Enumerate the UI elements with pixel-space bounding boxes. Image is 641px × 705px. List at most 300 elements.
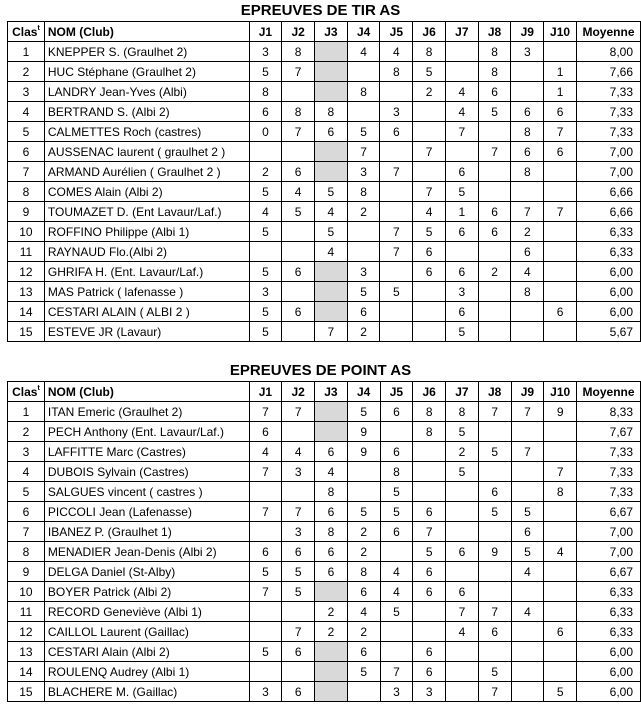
score-cell-j5: 4 xyxy=(380,42,413,62)
score-cell-j9 xyxy=(511,682,544,702)
score-cell-j8: 7 xyxy=(478,602,511,622)
table-row xyxy=(8,542,641,562)
score-cell-j2: 7 xyxy=(282,502,315,522)
score-cell-j10 xyxy=(544,222,577,242)
score-cell-j10 xyxy=(544,522,577,542)
player-name-cell: CESTARI ALAIN ( ALBI 2 ) xyxy=(44,302,249,322)
rank-cell: 9 xyxy=(8,562,45,582)
score-cell-j10 xyxy=(544,162,577,182)
score-cell-j1 xyxy=(249,142,282,162)
score-cell-j9: 6 xyxy=(511,242,544,262)
column-header-j9: J9 xyxy=(511,22,544,42)
score-cell-j4: 4 xyxy=(347,602,380,622)
score-cell-j2 xyxy=(282,662,315,682)
score-cell-j1: 3 xyxy=(249,42,282,62)
rank-cell: 12 xyxy=(8,262,45,282)
rank-cell: 10 xyxy=(8,222,45,242)
column-header-j10: J10 xyxy=(544,382,577,402)
score-cell-j7 xyxy=(445,142,478,162)
score-cell-j7: 6 xyxy=(446,582,479,602)
score-cell-j7 xyxy=(446,562,479,582)
score-cell-j8: 6 xyxy=(478,482,511,502)
score-cell-j9 xyxy=(511,422,544,442)
column-header-j2: J2 xyxy=(282,22,315,42)
table-row xyxy=(8,102,641,122)
score-cell-j7: 3 xyxy=(445,282,478,302)
score-cell-j2 xyxy=(282,242,315,262)
score-cell-j4: 5 xyxy=(347,662,380,682)
score-cell-j8 xyxy=(478,562,511,582)
score-cell-j7: 6 xyxy=(445,302,478,322)
score-cell-j8 xyxy=(478,162,511,182)
average-cell: 7,00 xyxy=(576,162,640,182)
score-cell-j9 xyxy=(511,82,544,102)
score-cell-j4: 3 xyxy=(347,162,380,182)
score-cell-j10: 6 xyxy=(544,102,577,122)
score-cell-j8: 7 xyxy=(478,402,511,422)
table-row xyxy=(8,582,641,602)
score-cell-j10: 9 xyxy=(544,402,577,422)
score-cell-j9: 6 xyxy=(511,522,544,542)
rank-cell: 15 xyxy=(8,322,45,342)
table-row xyxy=(8,122,641,142)
score-cell-j8 xyxy=(478,642,511,662)
score-cell-j6: 4 xyxy=(413,202,446,222)
table-row xyxy=(8,442,641,462)
table-row xyxy=(8,682,641,702)
score-cell-j2: 3 xyxy=(282,522,315,542)
score-cell-j3: 6 xyxy=(315,122,348,142)
score-cell-j7: 6 xyxy=(445,162,478,182)
score-cell-j5: 3 xyxy=(380,102,413,122)
score-cell-j4 xyxy=(347,682,380,702)
score-cell-j4: 2 xyxy=(347,542,380,562)
average-cell: 7,33 xyxy=(577,462,641,482)
score-cell-j5 xyxy=(380,542,413,562)
table-row xyxy=(8,622,641,642)
rank-cell: 1 xyxy=(8,402,45,422)
rank-cell: 3 xyxy=(8,82,45,102)
score-cell-j5: 5 xyxy=(380,282,413,302)
score-cell-j10 xyxy=(544,562,577,582)
score-cell-j8 xyxy=(478,282,511,302)
rank-cell: 14 xyxy=(8,302,45,322)
score-cell-j5: 6 xyxy=(380,522,413,542)
score-cell-j4: 7 xyxy=(347,142,380,162)
score-cell-j10: 1 xyxy=(544,62,577,82)
score-cell-j8 xyxy=(478,322,511,342)
score-cell-j8: 5 xyxy=(478,102,511,122)
score-cell-j2: 8 xyxy=(282,42,315,62)
column-header-clas: Clas$^t$ xyxy=(8,22,45,42)
player-name-cell: ROFFINO Philippe (Albi 1) xyxy=(44,222,249,242)
score-cell-j8 xyxy=(478,582,511,602)
average-cell: 6,00 xyxy=(577,682,641,702)
score-cell-j6 xyxy=(413,162,446,182)
rank-cell: 4 xyxy=(8,102,45,122)
score-cell-j3: 6 xyxy=(315,442,348,462)
rank-cell: 7 xyxy=(8,162,45,182)
score-cell-j5 xyxy=(380,202,413,222)
score-cell-j5: 5 xyxy=(380,502,413,522)
average-cell: 7,33 xyxy=(577,442,641,462)
score-cell-j2 xyxy=(282,322,315,342)
rank-cell: 13 xyxy=(8,282,45,302)
average-cell: 6,67 xyxy=(577,562,641,582)
score-cell-j3: 6 xyxy=(315,502,348,522)
score-cell-j10: 4 xyxy=(544,542,577,562)
score-cell-j2: 6 xyxy=(282,642,315,662)
score-cell-j2 xyxy=(282,422,315,442)
score-cell-j9 xyxy=(511,182,544,202)
score-cell-j4: 6 xyxy=(347,582,380,602)
score-cell-j7 xyxy=(446,682,479,702)
score-cell-j3: 5 xyxy=(315,182,348,202)
score-cell-j3 xyxy=(315,402,348,422)
score-cell-j7: 6 xyxy=(446,542,479,562)
player-name-cell: BOYER Patrick (Albi 2) xyxy=(44,582,249,602)
column-header-moyenne: Moyenne xyxy=(577,382,641,402)
score-cell-j6 xyxy=(413,282,446,302)
average-cell: 6,67 xyxy=(577,502,641,522)
score-cell-j1: 7 xyxy=(249,502,282,522)
score-cell-j6: 8 xyxy=(413,402,446,422)
score-cell-j1: 7 xyxy=(249,462,282,482)
score-cell-j9: 8 xyxy=(511,122,544,142)
score-cell-j1: 0 xyxy=(249,122,282,142)
average-cell: 6,00 xyxy=(576,262,640,282)
score-cell-j3 xyxy=(315,422,348,442)
score-cell-j9: 5 xyxy=(511,542,544,562)
score-cell-j4: 8 xyxy=(347,82,380,102)
score-cell-j1: 8 xyxy=(249,82,282,102)
score-cell-j3 xyxy=(315,162,348,182)
score-cell-j5: 3 xyxy=(380,682,413,702)
score-cell-j9: 7 xyxy=(511,442,544,462)
score-cell-j8: 6 xyxy=(478,222,511,242)
table-row xyxy=(8,62,641,82)
score-cell-j8: 8 xyxy=(478,42,511,62)
score-cell-j10 xyxy=(544,322,577,342)
score-cell-j1: 7 xyxy=(249,402,282,422)
score-cell-j2: 8 xyxy=(282,102,315,122)
score-cell-j10: 5 xyxy=(544,682,577,702)
table-row xyxy=(8,482,641,502)
score-cell-j10 xyxy=(544,182,577,202)
average-cell: 8,00 xyxy=(576,42,640,62)
score-cell-j5 xyxy=(380,302,413,322)
score-cell-j10 xyxy=(544,642,577,662)
score-cell-j9: 7 xyxy=(511,402,544,422)
score-cell-j6: 6 xyxy=(413,262,446,282)
score-cell-j6: 6 xyxy=(413,582,446,602)
score-cell-j1 xyxy=(249,482,282,502)
score-cell-j7: 1 xyxy=(445,202,478,222)
rank-cell: 8 xyxy=(8,542,45,562)
column-header-j1: J1 xyxy=(249,22,282,42)
average-cell: 6,33 xyxy=(577,582,641,602)
score-cell-j9 xyxy=(511,62,544,82)
score-cell-j4 xyxy=(347,222,380,242)
score-cell-j4: 5 xyxy=(347,282,380,302)
score-cell-j9: 4 xyxy=(511,562,544,582)
score-cell-j7: 4 xyxy=(445,82,478,102)
score-cell-j4: 9 xyxy=(347,422,380,442)
table-row xyxy=(8,522,641,542)
average-cell: 6,00 xyxy=(576,302,640,322)
player-name-cell: BERTRAND S. (Albi 2) xyxy=(44,102,249,122)
player-name-cell: DELGA Daniel (St-Alby) xyxy=(44,562,249,582)
tir-results-table xyxy=(7,21,641,342)
score-cell-j1: 5 xyxy=(249,62,282,82)
score-cell-j4: 2 xyxy=(347,522,380,542)
player-name-cell: LANDRY Jean-Yves (Albi) xyxy=(44,82,249,102)
player-name-cell: KNEPPER S. (Graulhet 2) xyxy=(44,42,249,62)
table-header-row xyxy=(8,382,641,402)
score-cell-j1: 5 xyxy=(249,562,282,582)
score-cell-j10: 7 xyxy=(544,462,577,482)
score-cell-j6 xyxy=(413,462,446,482)
score-cell-j1: 4 xyxy=(249,442,282,462)
score-cell-j4 xyxy=(347,102,380,122)
player-name-cell: BLACHERE M. (Gaillac) xyxy=(44,682,249,702)
rank-cell: 3 xyxy=(8,442,45,462)
score-cell-j1 xyxy=(249,662,282,682)
score-cell-j9: 7 xyxy=(511,202,544,222)
table-row xyxy=(8,82,641,102)
average-cell: 7,00 xyxy=(577,542,641,562)
score-cell-j3 xyxy=(315,682,348,702)
score-cell-j4 xyxy=(347,242,380,262)
average-cell: 6,66 xyxy=(576,182,640,202)
average-cell: 8,33 xyxy=(577,402,641,422)
score-cell-j1: 3 xyxy=(249,282,282,302)
score-cell-j2: 6 xyxy=(282,262,315,282)
score-cell-j3 xyxy=(315,62,348,82)
average-cell: 7,33 xyxy=(576,82,640,102)
rank-cell: 9 xyxy=(8,202,45,222)
player-name-cell: PICCOLI Jean (Lafenasse) xyxy=(44,502,249,522)
score-cell-j5: 4 xyxy=(380,582,413,602)
score-cell-j2 xyxy=(282,82,315,102)
score-cell-j5 xyxy=(380,642,413,662)
score-cell-j10 xyxy=(544,582,577,602)
score-cell-j4: 8 xyxy=(347,562,380,582)
table-row xyxy=(8,182,641,202)
column-header-j5: J5 xyxy=(380,22,413,42)
score-cell-j10: 1 xyxy=(544,82,577,102)
rank-cell: 2 xyxy=(8,62,45,82)
score-cell-j9: 5 xyxy=(511,502,544,522)
score-cell-j2: 7 xyxy=(282,62,315,82)
score-cell-j1: 5 xyxy=(249,182,282,202)
average-cell: 5,67 xyxy=(576,322,640,342)
score-cell-j2: 6 xyxy=(282,302,315,322)
score-cell-j10 xyxy=(544,282,577,302)
score-cell-j2 xyxy=(282,602,315,622)
column-header-j3: J3 xyxy=(315,382,348,402)
score-cell-j2: 4 xyxy=(282,182,315,202)
score-cell-j9 xyxy=(511,622,544,642)
score-cell-j6: 5 xyxy=(413,222,446,242)
score-cell-j5 xyxy=(380,182,413,202)
table-row xyxy=(8,262,641,282)
score-cell-j9: 8 xyxy=(511,162,544,182)
average-cell: 6,33 xyxy=(576,242,640,262)
score-cell-j1: 2 xyxy=(249,162,282,182)
column-header-j1: J1 xyxy=(249,382,282,402)
rank-cell: 6 xyxy=(8,142,45,162)
score-cell-j10 xyxy=(544,662,577,682)
score-cell-j9 xyxy=(511,462,544,482)
score-cell-j7 xyxy=(446,482,479,502)
score-cell-j10: 6 xyxy=(544,622,577,642)
score-cell-j10: 6 xyxy=(544,302,577,322)
score-cell-j4: 5 xyxy=(347,502,380,522)
score-cell-j2 xyxy=(282,222,315,242)
score-cell-j10: 8 xyxy=(544,482,577,502)
column-header-j8: J8 xyxy=(478,382,511,402)
score-cell-j7 xyxy=(445,42,478,62)
score-cell-j6: 6 xyxy=(413,502,446,522)
score-cell-j1 xyxy=(249,522,282,542)
score-cell-j5 xyxy=(380,422,413,442)
player-name-cell: MAS Patrick ( lafenasse ) xyxy=(44,282,249,302)
score-cell-j1: 5 xyxy=(249,262,282,282)
score-cell-j9 xyxy=(511,662,544,682)
clas-superscript: t xyxy=(37,24,40,32)
score-cell-j3: 8 xyxy=(315,102,348,122)
average-cell: 7,00 xyxy=(577,522,641,542)
player-name-cell: ITAN Emeric (Graulhet 2) xyxy=(44,402,249,422)
score-cell-j8: 6 xyxy=(478,202,511,222)
rank-cell: 4 xyxy=(8,462,45,482)
score-cell-j1: 3 xyxy=(249,682,282,702)
clas-superscript: t xyxy=(37,384,40,392)
score-cell-j5: 6 xyxy=(380,122,413,142)
score-cell-j9: 6 xyxy=(511,142,544,162)
score-cell-j7: 2 xyxy=(446,442,479,462)
score-cell-j9 xyxy=(511,582,544,602)
score-cell-j4: 8 xyxy=(347,182,380,202)
player-name-cell: MENADIER Jean-Denis (Albi 2) xyxy=(44,542,249,562)
score-cell-j7: 5 xyxy=(445,182,478,202)
score-cell-j3: 5 xyxy=(315,222,348,242)
column-header-j2: J2 xyxy=(282,382,315,402)
average-cell: 7,66 xyxy=(576,62,640,82)
score-cell-j7 xyxy=(446,642,479,662)
score-cell-j5 xyxy=(380,142,413,162)
score-cell-j8 xyxy=(478,182,511,202)
score-cell-j6 xyxy=(413,302,446,322)
average-cell: 6,66 xyxy=(576,202,640,222)
table-row xyxy=(8,602,641,622)
score-cell-j10: 7 xyxy=(544,202,577,222)
score-cell-j3: 4 xyxy=(315,242,348,262)
score-cell-j3: 7 xyxy=(315,322,348,342)
average-cell: 6,00 xyxy=(577,662,641,682)
score-cell-j1: 6 xyxy=(249,422,282,442)
rank-cell: 6 xyxy=(8,502,45,522)
score-cell-j1: 5 xyxy=(249,222,282,242)
table-row xyxy=(8,142,641,162)
score-cell-j6: 7 xyxy=(413,182,446,202)
rank-cell: 2 xyxy=(8,422,45,442)
column-header-j4: J4 xyxy=(347,22,380,42)
table-row xyxy=(8,222,641,242)
score-cell-j9: 6 xyxy=(511,102,544,122)
score-cell-j8 xyxy=(478,522,511,542)
score-cell-j8 xyxy=(478,462,511,482)
point-section-title: EPREUVES DE POINT AS xyxy=(229,362,412,379)
rank-cell: 5 xyxy=(8,122,45,142)
rank-cell: 13 xyxy=(8,642,45,662)
score-cell-j6 xyxy=(413,322,446,342)
table-row xyxy=(8,242,641,262)
rank-cell: 1 xyxy=(8,42,45,62)
score-cell-j5: 7 xyxy=(380,242,413,262)
table-row xyxy=(8,562,641,582)
score-cell-j4: 2 xyxy=(347,622,380,642)
score-cell-j6: 8 xyxy=(413,422,446,442)
player-name-cell: SALGUES vincent ( castres ) xyxy=(44,482,249,502)
rank-cell: 15 xyxy=(8,682,45,702)
score-cell-j9: 8 xyxy=(511,282,544,302)
column-header-j6: J6 xyxy=(413,22,446,42)
column-header-nom-club: NOM (Club) xyxy=(44,382,249,402)
score-cell-j9 xyxy=(511,482,544,502)
player-name-cell: RECORD Geneviève (Albi 1) xyxy=(44,602,249,622)
score-cell-j7 xyxy=(446,502,479,522)
score-cell-j2: 7 xyxy=(282,122,315,142)
score-cell-j3 xyxy=(315,582,348,602)
score-cell-j1: 5 xyxy=(249,642,282,662)
score-cell-j5 xyxy=(380,82,413,102)
score-cell-j5 xyxy=(380,322,413,342)
score-cell-j3 xyxy=(315,42,348,62)
score-cell-j7 xyxy=(445,242,478,262)
average-cell: 6,33 xyxy=(577,622,641,642)
score-cell-j2 xyxy=(282,142,315,162)
player-name-cell: COMES Alain (Albi 2) xyxy=(44,182,249,202)
score-cell-j3: 4 xyxy=(315,462,348,482)
player-name-cell: ARMAND Aurélien ( Graulhet 2 ) xyxy=(44,162,249,182)
column-header-moyenne: Moyenne xyxy=(576,22,640,42)
table-header-row xyxy=(8,22,641,42)
score-cell-j1: 6 xyxy=(249,102,282,122)
player-name-cell: PECH Anthony (Ent. Lavaur/Laf.) xyxy=(44,422,249,442)
score-cell-j2: 7 xyxy=(282,402,315,422)
score-cell-j6: 7 xyxy=(413,522,446,542)
score-cell-j3 xyxy=(315,282,348,302)
player-name-cell: ESTEVE JR (Lavaur) xyxy=(44,322,249,342)
player-name-cell: DUBOIS Sylvain (Castres) xyxy=(44,462,249,482)
rank-cell: 10 xyxy=(8,582,45,602)
score-cell-j7: 6 xyxy=(445,222,478,242)
score-cell-j3: 8 xyxy=(315,522,348,542)
score-cell-j1 xyxy=(249,622,282,642)
tir-section-title: EPREUVES DE TIR AS xyxy=(240,2,401,19)
score-cell-j8: 7 xyxy=(478,142,511,162)
score-cell-j6: 2 xyxy=(413,82,446,102)
score-cell-j5: 8 xyxy=(380,462,413,482)
score-cell-j7 xyxy=(445,62,478,82)
score-cell-j7: 7 xyxy=(446,602,479,622)
score-cell-j7: 6 xyxy=(445,262,478,282)
score-cell-j9: 3 xyxy=(511,42,544,62)
rank-cell: 11 xyxy=(8,602,45,622)
score-cell-j4 xyxy=(347,482,380,502)
